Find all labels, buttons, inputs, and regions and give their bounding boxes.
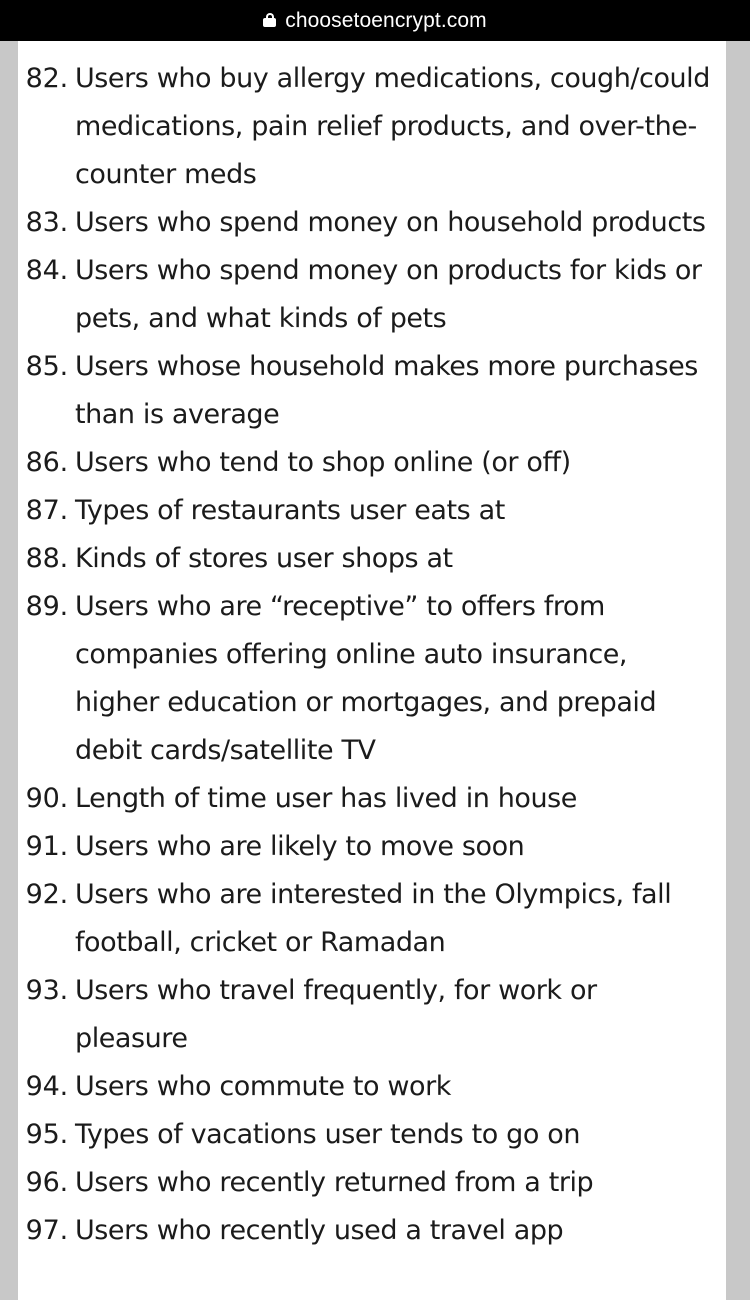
list-item-text: Types of restaurants user eats at — [75, 495, 505, 526]
list-item-text: Users who travel frequently, for work or pleasure — [75, 975, 597, 1054]
list-item — [18, 583, 726, 775]
list-item-number: 92. — [25, 879, 68, 910]
list-item — [18, 199, 726, 247]
list-item-text: Length of time user has lived in house — [75, 783, 577, 814]
list-item — [18, 1207, 726, 1255]
article-content — [18, 41, 726, 1300]
list-item-number: 86. — [25, 447, 68, 478]
list-item-text: Users who buy allergy medications, cough/could medications, pain relief products, and over-the-counter meds — [75, 63, 710, 190]
list-item-text: Users who are interested in the Olympics, fall football, cricket or Ramadan — [75, 879, 672, 958]
list-item — [18, 343, 726, 439]
list-item-number: 87. — [25, 495, 68, 526]
list-item-number: 94. — [25, 1071, 68, 1102]
list-item-number: 84. — [25, 255, 68, 286]
browser-url-bar[interactable] — [0, 0, 750, 41]
list-item — [18, 823, 726, 871]
list-item-text: Kinds of stores user shops at — [75, 543, 453, 574]
list-item-text: Users who tend to shop online (or off) — [75, 447, 571, 478]
page-viewport — [0, 41, 750, 1300]
list-item — [18, 1159, 726, 1207]
list-item-text: Users who recently used a travel app — [75, 1215, 564, 1246]
list-item-text: Users who are likely to move soon — [75, 831, 525, 862]
list-item-number: 91. — [25, 831, 68, 862]
list-item-number: 83. — [25, 207, 68, 238]
list-item — [18, 871, 726, 967]
list-item-number: 96. — [25, 1167, 68, 1198]
url-text: choosetoencrypt.com — [285, 8, 487, 32]
list-item-text: Users who are “receptive” to offers from companies offering online auto insurance, higher education or mortgages, and prepaid debit cards/satellite TV — [75, 591, 657, 766]
list-item — [18, 247, 726, 343]
list-item-text: Users who commute to work — [75, 1071, 451, 1102]
list-item — [18, 439, 726, 487]
list-item — [18, 775, 726, 823]
list-item — [18, 55, 726, 199]
list-item-text: Users who recently returned from a trip — [75, 1167, 594, 1198]
list-item-number: 82. — [25, 63, 68, 94]
list-item-number: 97. — [25, 1215, 68, 1246]
list-item-text: Types of vacations user tends to go on — [75, 1119, 580, 1150]
list-item-number: 89. — [25, 591, 68, 622]
list-item-number: 85. — [25, 351, 68, 382]
url-display[interactable] — [263, 9, 487, 33]
lock-icon — [263, 13, 276, 28]
list-item — [18, 1111, 726, 1159]
privacy-data-list — [18, 41, 726, 1255]
list-item-number: 88. — [25, 543, 68, 574]
list-item-text: Users whose household makes more purchases than is average — [75, 351, 698, 430]
list-item — [18, 967, 726, 1063]
list-item — [18, 487, 726, 535]
list-item — [18, 1063, 726, 1111]
list-item-text: Users who spend money on products for kids or pets, and what kinds of pets — [75, 255, 702, 334]
list-item-text: Users who spend money on household products — [75, 207, 706, 238]
list-item-number: 93. — [25, 975, 68, 1006]
list-item-number: 90. — [25, 783, 68, 814]
list-item — [18, 535, 726, 583]
list-item-number: 95. — [25, 1119, 68, 1150]
